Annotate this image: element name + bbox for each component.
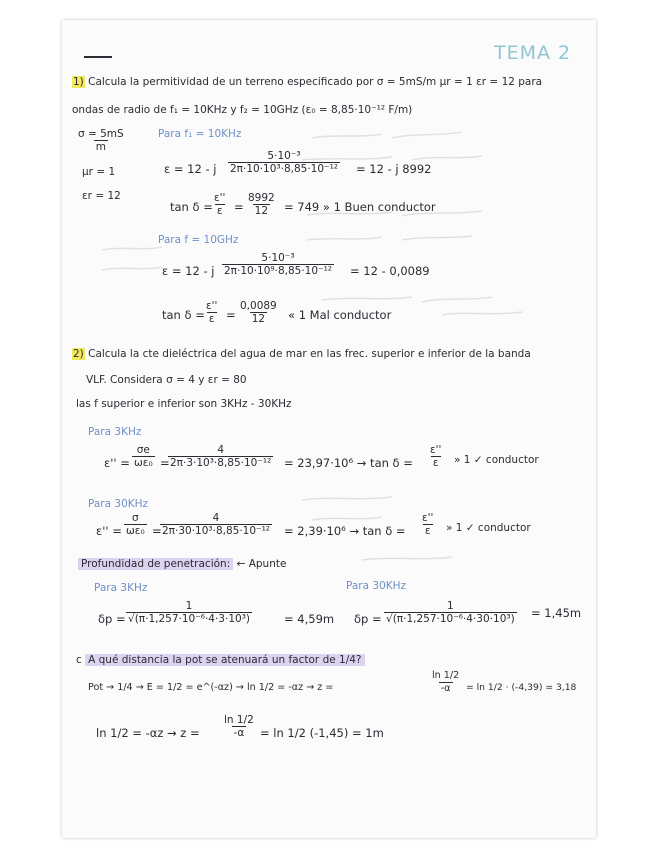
heading-30khz: Para 30KHz [88, 498, 149, 510]
problem-2-line-2: VLF. Considera σ = 4 y εr = 80 [86, 374, 247, 386]
p2-eq1-result: = 23,97·10⁶ → tan δ = [284, 456, 413, 470]
p2-eq2-equals: = [152, 524, 162, 538]
depth1-result: = 4,59m [284, 612, 335, 626]
eq1-lead: ε = 12 - j [164, 162, 217, 176]
problem-1-line-1: Calcula la permitividad de un terreno especificado por σ = 5mS/m μr = 1 εr = 12 para [88, 76, 543, 88]
er-given: εr = 12 [82, 190, 121, 202]
attenuation-line-1-lead: Pot → 1/4 → E = 1/2 = e^(-αz) → ln 1/2 = -αz → z = [88, 682, 334, 693]
depth1-den: √(π·1,257·10⁻⁶·4·3·10³) [128, 613, 250, 625]
depth1-num: 1 [185, 600, 193, 612]
attenuation-line-1-num: ln 1/2 [432, 670, 460, 681]
eq1-numerator: 5·10⁻³ [267, 150, 301, 162]
heading-depth-3khz: Para 3KHz [94, 582, 148, 594]
tan2-den-b: 12 [251, 313, 266, 325]
p2-eq2-result: = 2,39·10⁶ → tan δ = [284, 524, 406, 538]
page-title: TEMA 2 [494, 42, 572, 64]
tan1-den-b: 12 [254, 205, 269, 217]
p2-eq2-tan-fraction [420, 512, 435, 537]
p2-eq1-lead: ε'' = [104, 456, 130, 470]
tan2-num-b: 0,0089 [240, 300, 277, 312]
depth2-result: = 1,45m [531, 606, 582, 620]
p2-eq1-fraction-a [132, 444, 155, 469]
attenuation-line-1-den: -α [440, 683, 451, 694]
p2-eq1-num-b: 4 [217, 444, 224, 456]
sigma-value: σ = 5mS [78, 128, 124, 140]
attenuation-line-2-result: = ln 1/2 (-1,45) = 1m [260, 726, 384, 740]
attenuation-line-2-lead: ln 1/2 = -αz → z = [96, 726, 200, 740]
penetration-depth-label: Profundidad de penetración: [78, 558, 233, 570]
p2-eq2-num-b: 4 [212, 512, 220, 524]
p2-eq2-lead: ε'' = [96, 524, 122, 538]
eq2-fraction [222, 252, 334, 277]
sigma-unit: m [95, 141, 106, 153]
depth1-fraction [126, 600, 252, 625]
p2-eq2-fraction-b [160, 512, 272, 537]
depth1-lead: δp = [98, 612, 126, 626]
part-c-question [76, 654, 365, 666]
p2-eq1-den-a: ωε₀ [134, 457, 153, 469]
depth2-num: 1 [447, 600, 454, 612]
problem-2-line-1: Calcula la cte dieléctrica del agua de mar en las frec. superior e inferior de la banda [88, 348, 531, 360]
p2-eq1-tan-num: ε'' [430, 444, 442, 456]
tan1-fraction-b [246, 192, 277, 217]
p2-eq2-tan-num: ε'' [422, 512, 434, 524]
sigma-given [76, 128, 126, 153]
tan2-fraction-b [238, 300, 279, 325]
p2-eq1-tan-den: ε [432, 457, 439, 469]
mur-given: μr = 1 [82, 166, 116, 178]
p2-eq2-den-a: ωε₀ [126, 525, 145, 537]
eq2-lead: ε = 12 - j [162, 264, 215, 278]
attenuation-line-2-fraction [222, 714, 256, 739]
penetration-depth-heading [78, 558, 286, 570]
p2-eq1-equals: = [160, 456, 170, 470]
p2-eq2-conclusion: » 1 ✓ conductor [446, 522, 531, 534]
eq1-fraction [228, 150, 340, 175]
problem-1-number: 1) [73, 76, 84, 88]
heading-depth-30khz: Para 30KHz [346, 580, 407, 592]
p2-eq2-fraction-a [124, 512, 147, 537]
p2-eq1-fraction-b [168, 444, 273, 469]
heading-f2: Para f = 10GHz [158, 234, 239, 246]
tan1-num-a: ε'' [214, 192, 226, 204]
eq2-result: = 12 - 0,0089 [350, 264, 430, 278]
problem-1-line-2: ondas de radio de f₁ = 10KHz y f₂ = 10GHz (ε₀ = 8,85·10⁻¹² F/m) [72, 104, 413, 116]
tan2-result: « 1 Mal conductor [288, 308, 392, 322]
part-c-text: A qué distancia la pot se atenuará un factor de 1/4? [85, 654, 364, 666]
top-rule-line [84, 56, 112, 58]
bleed-through-shadow [62, 20, 596, 838]
p2-eq1-num-a: σe [136, 444, 150, 456]
depth2-den: √(π·1,257·10⁻⁶·4·30·10³) [386, 613, 515, 625]
attenuation-line-2-den: -α [233, 727, 245, 739]
tan1-equals: = [234, 200, 244, 214]
problem-1-statement [72, 76, 542, 88]
depth2-lead: δp = [354, 612, 382, 626]
tan2-equals: = [226, 308, 236, 322]
heading-3khz: Para 3KHz [88, 426, 142, 438]
tan1-fraction-a [212, 192, 227, 217]
tan2-fraction-a [204, 300, 219, 325]
problem-2-line-3: las f superior e inferior son 3KHz - 30KHz [76, 398, 292, 410]
tan1-num-b: 8992 [248, 192, 275, 204]
attenuation-line-1-fraction [430, 670, 461, 695]
eq1-denominator: 2π·10·10³·8,85·10⁻¹² [230, 163, 338, 175]
notebook-page [62, 20, 596, 838]
p2-eq2-den-b: 2π·30·10³·8,85·10⁻¹² [162, 525, 270, 537]
penetration-note: ← Apunte [236, 558, 287, 570]
tan1-lead: tan δ = [170, 200, 213, 214]
p2-eq1-den-b: 2π·3·10³·8,85·10⁻¹² [170, 457, 272, 469]
eq2-numerator: 5·10⁻³ [261, 252, 295, 264]
eq1-result: = 12 - j 8992 [356, 162, 432, 176]
problem-2-statement [72, 348, 531, 360]
p2-eq1-tan-fraction [428, 444, 443, 469]
tan1-den-a: ε [216, 205, 223, 217]
p2-eq2-tan-den: ε [424, 525, 431, 537]
tan2-num-a: ε'' [206, 300, 218, 312]
tan2-lead: tan δ = [162, 308, 205, 322]
attenuation-line-1-result: = ln 1/2 · (-4,39) = 3,18 [466, 682, 577, 693]
p2-eq2-num-a: σ [132, 512, 139, 524]
part-c-prefix: c [76, 654, 82, 666]
problem-2-number: 2) [73, 348, 84, 360]
heading-f1: Para f₁ = 10KHz [158, 128, 242, 140]
eq2-denominator: 2π·10·10⁹·8,85·10⁻¹² [224, 265, 332, 277]
tan2-den-a: ε [208, 313, 215, 325]
p2-eq1-conclusion: » 1 ✓ conductor [454, 454, 539, 466]
tan1-result: = 749 » 1 Buen conductor [284, 200, 436, 214]
depth2-fraction [384, 600, 517, 625]
attenuation-line-2-num: ln 1/2 [224, 714, 254, 726]
